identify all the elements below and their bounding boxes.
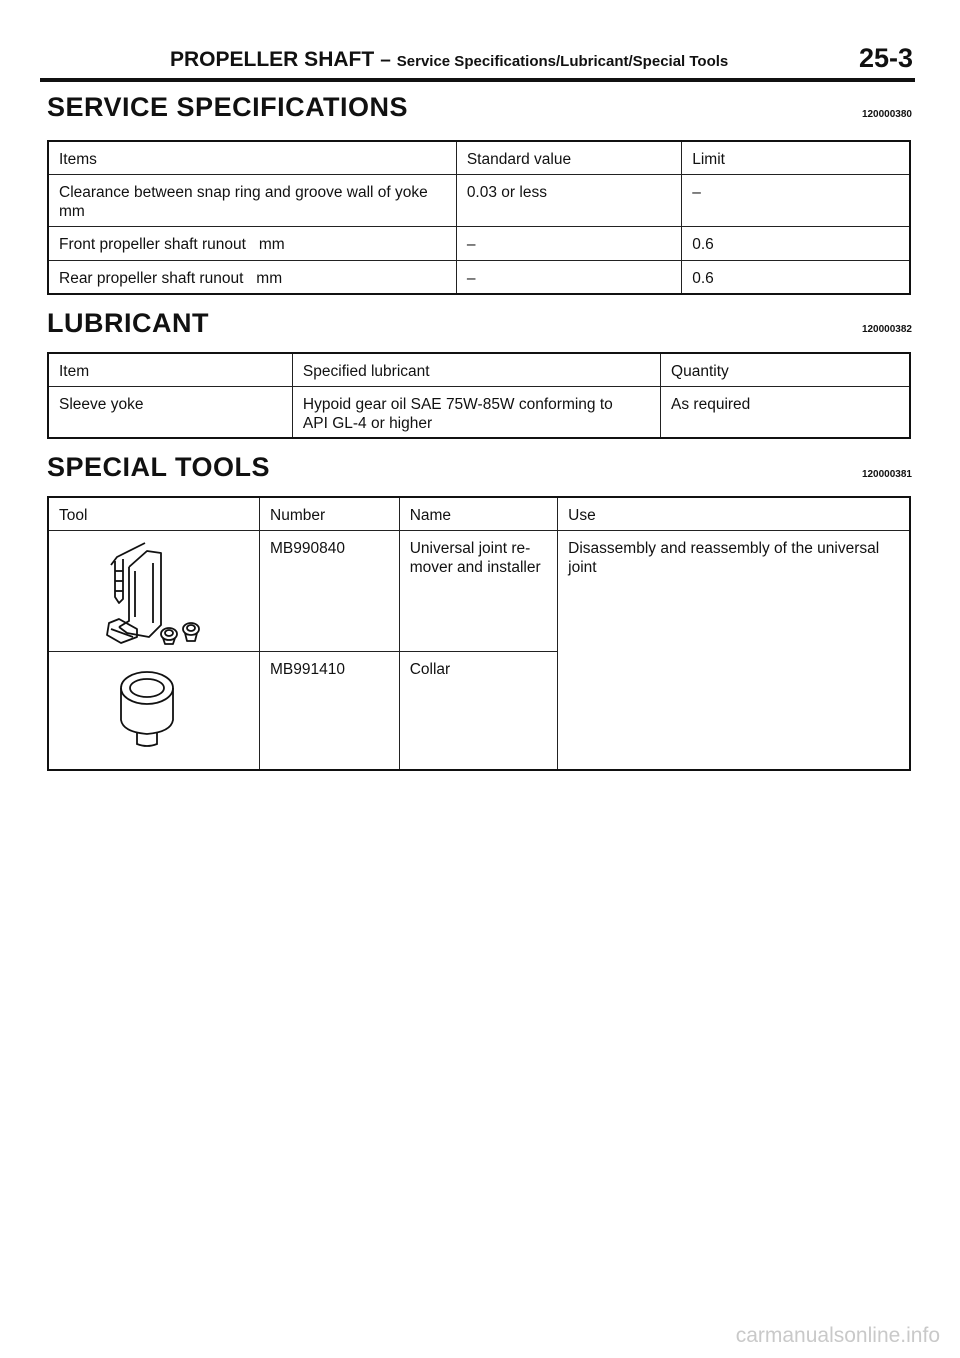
tool-name-line2: mover and installer [409,558,541,576]
header-cell-lubricant: Specified lubricant [292,353,660,386]
header-subtitle: Service Specifications/Lubricant/Special Tools [396,53,729,70]
tool-use-line1: Disassembly and reassembly of the universal [568,539,880,557]
lubricant-item-cell: Sleeve yoke [48,386,292,438]
special-tools-table [47,496,911,771]
table-header-row [48,141,910,174]
special-tools-title: SPECIAL TOOLS [47,452,271,482]
tool-use-cell [558,530,910,770]
lubricant-title: LUBRICANT [47,308,209,338]
header-separator: – [380,50,391,71]
spec-item-cell: Front propeller shaft runout mm [48,226,456,260]
service-specifications-title: SERVICE SPECIFICATIONS [47,92,409,122]
footer-watermark: carmanualsonline.info [735,1324,940,1347]
lubricant-spec-line2: API GL-4 or higher [302,414,433,432]
special-tools-code: 120000381 [861,469,912,480]
service-specifications-code: 120000380 [861,109,912,120]
tool-number-cell: MB990840 [260,530,400,651]
spec-standard-cell: 0.03 or less [456,174,681,226]
tool-name-cell: Collar [399,651,557,770]
tool-name-line1: Universal joint re- [409,539,531,557]
header-cell-items: Items [48,141,456,174]
spec-item-cell [48,174,456,226]
tool-illustration-cell [48,530,260,651]
header-cell-use: Use [558,497,910,530]
service-specifications-table [47,140,911,295]
tool-illustration-cell [48,651,260,770]
spec-standard-cell: – [456,260,681,294]
table-row [48,530,910,651]
tool-number-cell: MB991410 [260,651,400,770]
spec-limit-cell: 0.6 [682,260,910,294]
table-row [48,260,910,294]
spec-limit-cell: 0.6 [682,226,910,260]
table-row [48,386,910,438]
tool-use-line2: joint [568,558,597,576]
spec-limit-cell: – [682,174,910,226]
header-cell-tool: Tool [48,497,260,530]
table-row [48,226,910,260]
table-header-row [48,353,910,386]
lubricant-spec-line1: Hypoid gear oil SAE 75W-85W conforming to [302,395,613,413]
header-cell-number: Number [260,497,400,530]
header-cell-standard: Standard value [456,141,681,174]
page-header [40,42,915,82]
lubricant-code: 120000382 [861,324,912,335]
header-title: PROPELLER SHAFT [170,48,375,71]
header-cell-quantity: Quantity [661,353,910,386]
lubricant-quantity-cell: As required [661,386,910,438]
table-header-row [48,497,910,530]
universal-joint-remover-installer-icon [49,537,259,649]
table-row [48,174,910,226]
header-cell-name: Name [399,497,557,530]
spec-item-unit: mm [59,202,85,220]
tool-name-cell [399,530,557,651]
spec-item-text: Clearance between snap ring and groove wall of yoke [59,183,428,201]
header-title-group [170,48,728,72]
header-cell-item: Item [48,353,292,386]
page-number: 25-3 [858,43,913,73]
lubricant-table [47,352,911,439]
lubricant-spec-cell [292,386,660,438]
header-cell-limit: Limit [682,141,910,174]
spec-standard-cell: – [456,226,681,260]
collar-icon [49,658,259,766]
spec-item-cell: Rear propeller shaft runout mm [48,260,456,294]
